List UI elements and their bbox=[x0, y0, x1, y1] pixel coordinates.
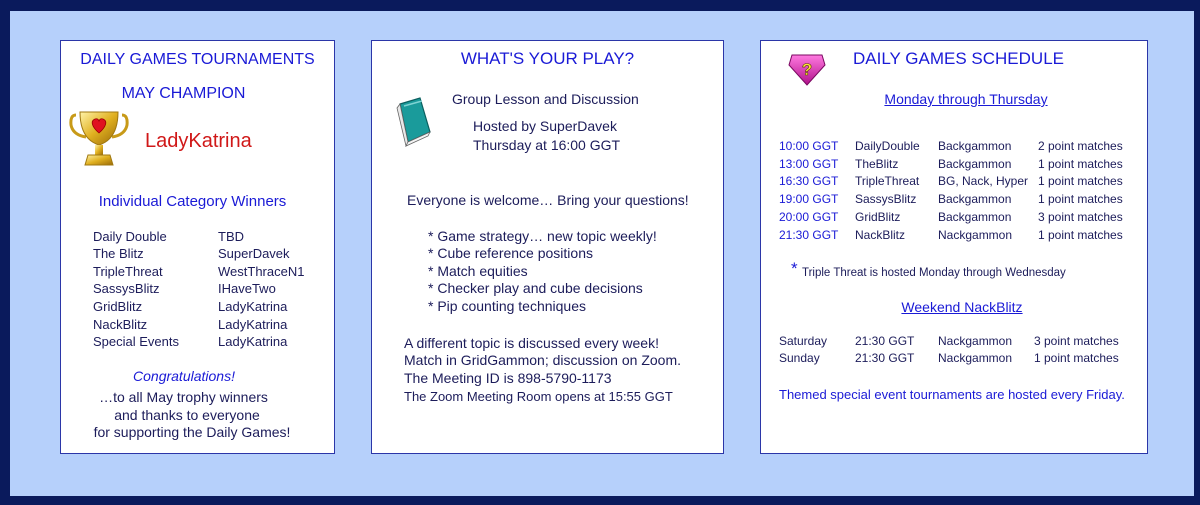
winner-name: TBD bbox=[218, 229, 244, 244]
winner-category: SassysBlitz bbox=[93, 281, 160, 296]
schedule-event: SassysBlitz bbox=[855, 192, 917, 206]
schedule-game: BG, Nack, Hyper bbox=[938, 174, 1029, 188]
info-line-4: The Zoom Meeting Room opens at 15:55 GGT bbox=[404, 389, 673, 404]
winner-category: Daily Double bbox=[93, 229, 167, 244]
winner-name: WestThraceN1 bbox=[218, 264, 305, 279]
welcome-line: Everyone is welcome… Bring your questions! bbox=[407, 192, 689, 208]
whats-your-play-panel bbox=[371, 40, 724, 454]
topic-item: * Game strategy… new topic weekly! bbox=[428, 228, 657, 244]
winner-category: NackBlitz bbox=[93, 317, 148, 332]
question-badge-icon bbox=[788, 53, 826, 87]
lesson-title: Group Lesson and Discussion bbox=[452, 91, 639, 107]
schedule-format: 1 point matches bbox=[1038, 228, 1123, 242]
schedule-format: 1 point matches bbox=[1038, 174, 1123, 188]
info-line-2: Match in GridGammon; discussion on Zoom. bbox=[404, 352, 681, 368]
play-title: WHAT'S YOUR PLAY? bbox=[460, 49, 635, 68]
book-icon bbox=[394, 96, 434, 148]
winner-category: Special Events bbox=[93, 334, 179, 349]
schedule-panel bbox=[760, 40, 1148, 454]
schedule-game: Backgammon bbox=[938, 157, 1012, 171]
footnote-text: Triple Threat is hosted Monday through Wednesday bbox=[802, 267, 1066, 279]
winner-name: LadyKatrina bbox=[218, 299, 288, 314]
winners-heading: Individual Category Winners bbox=[98, 193, 287, 210]
schedule-event: TripleThreat bbox=[855, 174, 920, 188]
weekend-game: Nackgammon bbox=[938, 334, 1013, 348]
schedule-format: 1 point matches bbox=[1038, 192, 1123, 206]
thanks-line-1: …to all May trophy winners bbox=[99, 389, 268, 405]
winner-category: TripleThreat bbox=[93, 264, 163, 279]
thanks-line-2: and thanks to everyone bbox=[114, 407, 260, 423]
tournaments-panel bbox=[60, 40, 335, 454]
friday-note: Themed special event tournaments are hosted every Friday. bbox=[779, 387, 1125, 402]
info-line-3: The Meeting ID is 898-5790-1173 bbox=[404, 370, 612, 386]
host-line: Hosted by SuperDavek bbox=[473, 118, 617, 134]
weekend-day: Saturday bbox=[779, 334, 828, 348]
schedule-time: 21:30 GGT bbox=[779, 228, 839, 242]
topic-item: * Checker play and cube decisions bbox=[428, 280, 643, 296]
topic-item: * Cube reference positions bbox=[428, 245, 593, 261]
svg-text:?: ? bbox=[801, 60, 813, 79]
schedule-time: 20:00 GGT bbox=[779, 210, 839, 224]
schedule-event: NackBlitz bbox=[855, 228, 906, 242]
schedule-format: 2 point matches bbox=[1038, 139, 1123, 153]
outer-frame bbox=[2, 2, 1198, 503]
thanks-line-3: for supporting the Daily Games! bbox=[93, 424, 291, 440]
schedule-format: 1 point matches bbox=[1038, 157, 1123, 171]
weekend-time: 21:30 GGT bbox=[855, 334, 915, 348]
weekend-time: 21:30 GGT bbox=[855, 351, 915, 365]
weekend-format: 1 point matches bbox=[1034, 351, 1119, 365]
schedule-event: DailyDouble bbox=[855, 139, 920, 153]
congrats-text: Congratulations! bbox=[133, 368, 235, 384]
winner-category: GridBlitz bbox=[93, 299, 143, 314]
time-line: Thursday at 16:00 GGT bbox=[473, 137, 621, 153]
trophy-icon bbox=[68, 109, 130, 171]
schedule-event: TheBlitz bbox=[855, 157, 899, 171]
winner-name: LadyKatrina bbox=[218, 334, 288, 349]
winner-name: LadyKatrina bbox=[218, 317, 288, 332]
info-line-1: A different topic is discussed every week! bbox=[404, 335, 659, 351]
weekend-game: Nackgammon bbox=[938, 351, 1013, 365]
weekday-heading: Monday through Thursday bbox=[884, 91, 1048, 107]
schedule-format: 3 point matches bbox=[1038, 210, 1123, 224]
weekend-day: Sunday bbox=[779, 351, 820, 365]
schedule-time: 19:00 GGT bbox=[779, 192, 839, 206]
schedule-time: 13:00 GGT bbox=[779, 157, 839, 171]
winner-name: SuperDavek bbox=[218, 246, 290, 261]
weekend-format: 3 point matches bbox=[1034, 334, 1119, 348]
schedule-game: Backgammon bbox=[938, 210, 1012, 224]
weekend-heading: Weekend NackBlitz bbox=[901, 299, 1023, 315]
footnote-mark: * bbox=[791, 259, 798, 278]
schedule-game: Backgammon bbox=[938, 192, 1012, 206]
content-area bbox=[10, 11, 1194, 496]
schedule-title: DAILY GAMES SCHEDULE bbox=[853, 49, 1064, 68]
topic-item: * Match equities bbox=[428, 263, 528, 279]
champion-name: LadyKatrina bbox=[145, 130, 252, 152]
schedule-event: GridBlitz bbox=[855, 210, 901, 224]
schedule-game: Nackgammon bbox=[938, 228, 1013, 242]
winner-name: IHaveTwo bbox=[218, 281, 276, 296]
champion-heading: MAY CHAMPION bbox=[121, 85, 246, 102]
schedule-time: 10:00 GGT bbox=[779, 139, 839, 153]
topic-item: * Pip counting techniques bbox=[428, 298, 586, 314]
schedule-time: 16:30 GGT bbox=[779, 174, 839, 188]
tournaments-title: DAILY GAMES TOURNAMENTS bbox=[80, 51, 315, 68]
winner-category: The Blitz bbox=[93, 246, 144, 261]
schedule-game: Backgammon bbox=[938, 139, 1012, 153]
